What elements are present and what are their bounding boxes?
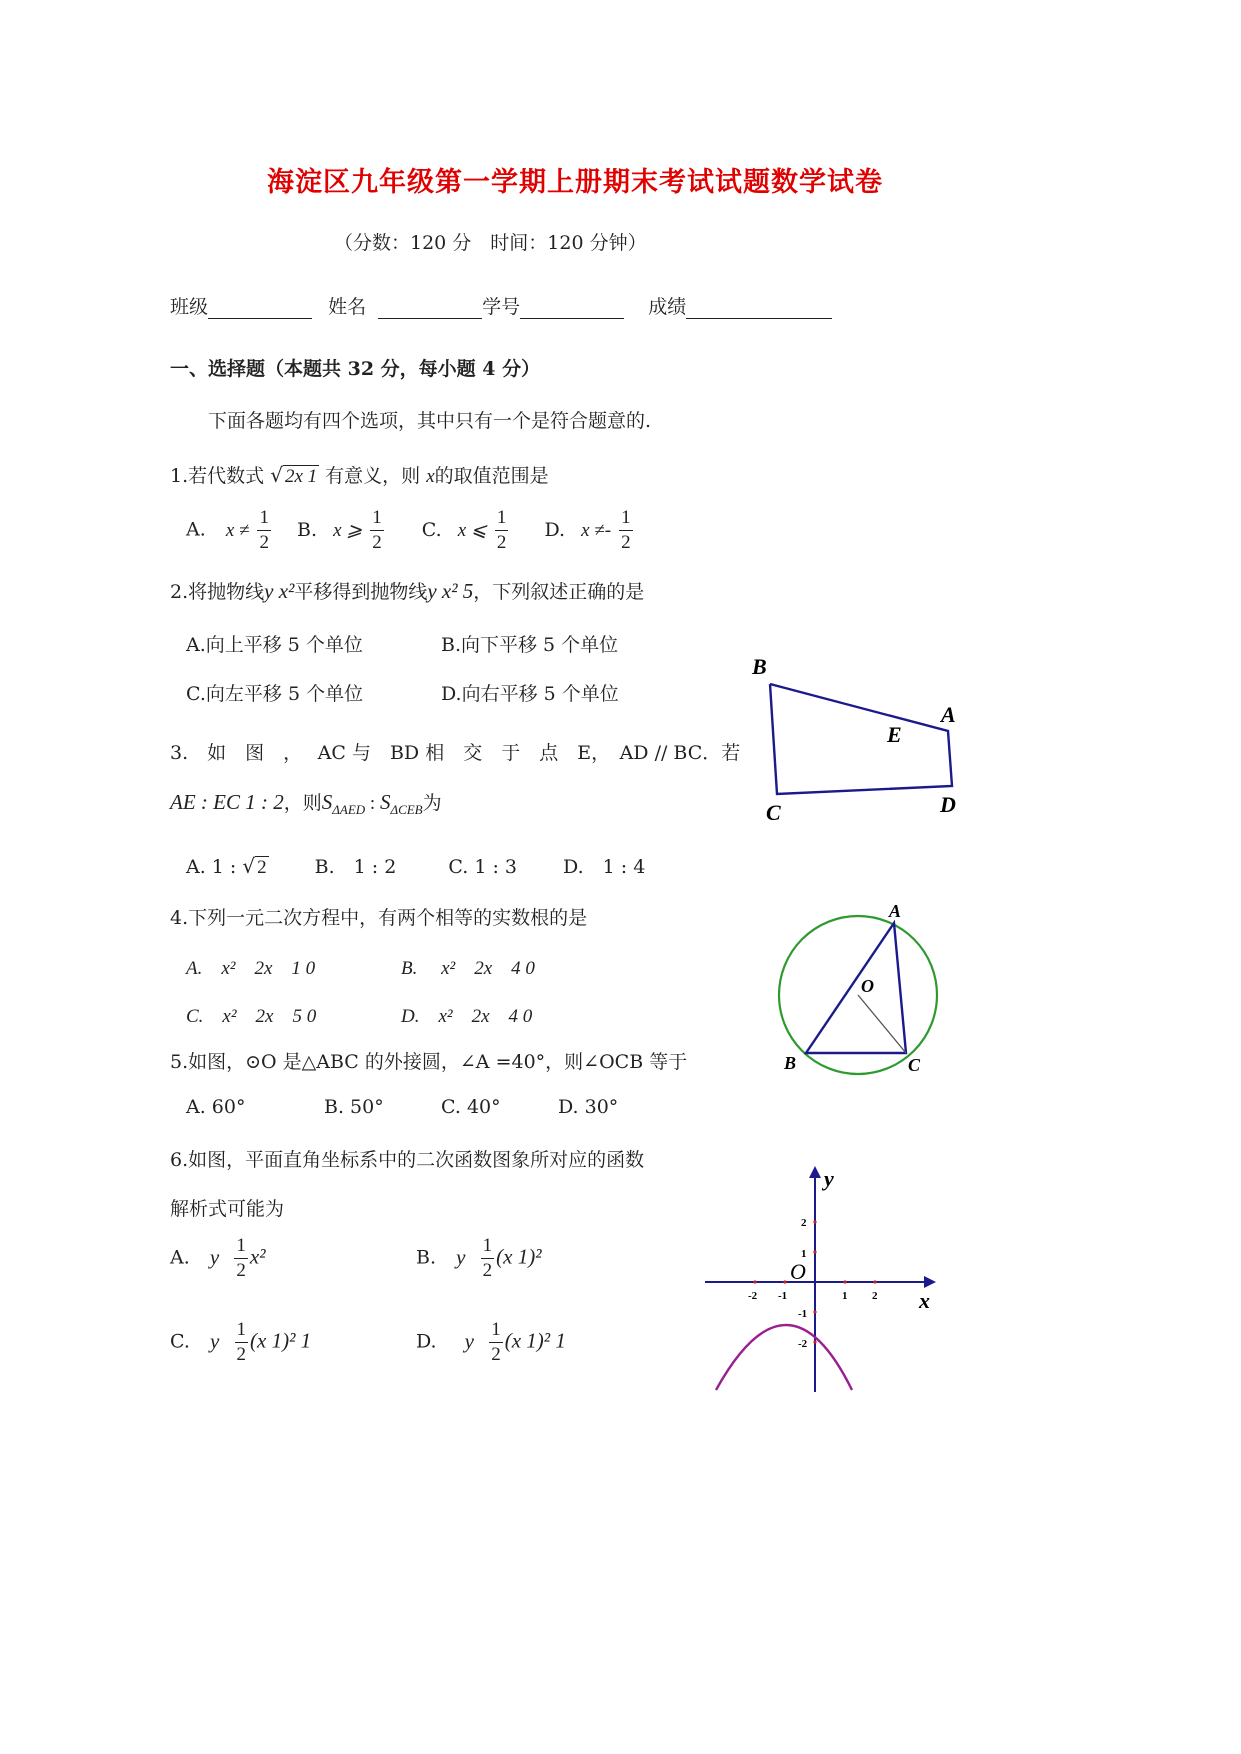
q6-option-d: [416, 1318, 566, 1367]
q6-opt-b-post: (x 1)²: [496, 1244, 542, 1269]
q2-option-c: C.向左平移 5 个单位: [186, 683, 364, 705]
q6-opt-d-label: D.: [416, 1330, 437, 1353]
q6-fraction: $\frac{1}{2}$: [491, 1319, 501, 1365]
id-label: 学号: [482, 296, 521, 318]
q4-option-c: C. x² 2x 5 0: [186, 1006, 317, 1027]
q1-opt-d-label: D.: [544, 518, 566, 541]
q3-opt-a-rad: 2: [257, 857, 267, 878]
q5-option-a: A. 60°: [186, 1096, 246, 1118]
question-1-stem: [170, 461, 549, 488]
q1-fraction: $\frac{1}{2}$: [496, 507, 507, 553]
triangle-abc: [806, 923, 906, 1053]
q3-tail: 为: [422, 792, 442, 814]
graph-label-origin: O: [790, 1259, 806, 1284]
question-5-stem: 5.如图，⊙O 是△ABC 的外接圆，∠A =40°，则∠OCB 等于: [170, 1051, 688, 1073]
q1-var: x: [426, 466, 435, 487]
q1-stem-b: 有意义，则: [325, 465, 421, 487]
graph-label-x: x: [919, 1288, 930, 1313]
q1-stem-a: 1.若代数式: [170, 465, 265, 487]
question-3-options: [186, 852, 645, 879]
question-4-stem: 4.下列一元二次方程中，有两个相等的实数根的是: [170, 907, 588, 929]
q3-ratio: AE : EC 1 : 2: [170, 790, 284, 814]
score-label: 成绩: [648, 296, 687, 318]
q1-fraction: $\frac{1}{2}$: [621, 507, 631, 553]
graph-tick-xn2: -2: [748, 1290, 758, 1302]
graph-tick-x1: 1: [842, 1290, 848, 1302]
q3-opt-b: B. 1 : 2: [314, 856, 397, 878]
q3-colon: :: [365, 793, 380, 814]
q5-label-a: A: [889, 901, 902, 921]
graph-tick-x2: 2: [872, 1290, 878, 1302]
y-arrow-icon: [809, 1166, 821, 1178]
q6-opt-c-label: C.: [170, 1330, 190, 1353]
q6-opt-d-pre: y: [464, 1328, 480, 1353]
graph-tick-xn1: -1: [778, 1290, 788, 1302]
q6-fraction: $\frac{1}{2}$: [482, 1235, 493, 1281]
q1-opt-a-label: A.: [186, 518, 206, 541]
q2-option-d: D.向右平移 5 个单位: [441, 683, 619, 705]
q3-figure-lines: [770, 684, 952, 794]
q2-option-a: A.向上平移 5 个单位: [186, 634, 363, 656]
parabola-curve: [716, 1325, 852, 1390]
q4-option-d: D. x² 2x 4 0: [401, 1006, 533, 1027]
exam-info: （分数：120 分 时间：120 分钟）: [334, 232, 647, 254]
q3-label-d: D: [940, 792, 956, 817]
q2-stem: 2.将抛物线: [170, 581, 265, 603]
q1-opt-d: x ≠-: [581, 519, 612, 541]
graph-tick-yn2: -2: [798, 1338, 808, 1350]
name-blank[interactable]: [378, 298, 482, 319]
q1-opt-c: x ⩽: [457, 519, 487, 541]
q6-opt-b-label: B.: [416, 1246, 437, 1269]
x-arrow-icon: [924, 1276, 936, 1288]
q1-fraction: $\frac{1}{2}$: [259, 507, 269, 553]
question-6-stem: 6.如图，平面直角坐标系中的二次函数图象所对应的函数: [170, 1149, 645, 1171]
q3-label-c: C: [766, 800, 781, 825]
q6-opt-c-post: (x 1)² 1: [250, 1328, 312, 1353]
q6-opt-d-post: (x 1)² 1: [504, 1328, 566, 1353]
q2-eq2: y x² 5: [427, 579, 474, 603]
q4-option-a: A. x² 2x 1 0: [186, 958, 316, 979]
question-1-options: [186, 506, 635, 555]
question-2-stem: [170, 577, 644, 604]
q6-option-c: [170, 1318, 311, 1367]
q1-fraction: $\frac{1}{2}$: [372, 507, 382, 553]
section-instruction: 下面各题均有四个选项，其中只有一个是符合题意的.: [208, 410, 652, 432]
q3-then: ，则: [283, 792, 322, 814]
q5-option-b: B. 50°: [324, 1096, 384, 1118]
q3-opt-a: A. 1 :: [186, 856, 243, 878]
q1-opt-b: x ⩾: [333, 519, 363, 541]
q3-label-e: E: [887, 722, 902, 747]
q3-s2: S: [379, 790, 391, 814]
graph-tick-y2: 2: [801, 1217, 807, 1229]
sqrt-icon: √: [242, 854, 256, 878]
student-info-row: [170, 292, 832, 319]
q6-option-b: [416, 1234, 542, 1283]
name-label: 姓名: [328, 296, 367, 318]
class-label: 班级: [170, 296, 209, 318]
question-3-stem-2: [170, 788, 442, 818]
q3-s1-sub: ΔAED: [332, 801, 366, 817]
section-heading: 一、选择题（本题共 32 分，每小题 4 分）: [170, 358, 541, 380]
q1-radicand: 2x 1: [284, 466, 318, 487]
q5-label-b: B: [784, 1053, 797, 1073]
q5-option-d: D. 30°: [558, 1096, 619, 1118]
segment-oc: [858, 995, 906, 1053]
q1-opt-c-label: C.: [421, 518, 442, 541]
page-title: 海淀区九年级第一学期上册期末考试试题数学试卷: [267, 167, 883, 198]
q5-label-c: C: [908, 1055, 921, 1075]
q6-fraction: $\frac{1}{2}$: [236, 1235, 246, 1281]
q5-option-c: C. 40°: [441, 1096, 501, 1118]
graph-label-y: y: [824, 1166, 834, 1191]
sqrt-icon: √: [270, 463, 283, 487]
question-3-stem: 3. 如 图 ， AC 与 BD 相 交 于 点 E， AD // BC．若: [170, 742, 741, 764]
q1-opt-b-label: B.: [297, 518, 318, 541]
q1-stem-c: 的取值范围是: [434, 465, 549, 487]
q6-opt-a-post: x²: [249, 1244, 266, 1269]
q2-option-b: B.向下平移 5 个单位: [441, 634, 619, 656]
class-blank[interactable]: [208, 298, 312, 319]
q6-opt-a-pre: y: [209, 1244, 225, 1269]
q6-fraction: $\frac{1}{2}$: [236, 1319, 247, 1365]
q2-eq1: y x²: [264, 579, 295, 603]
q3-label-a: A: [941, 702, 956, 727]
question-6-stem-2: 解析式可能为: [170, 1198, 285, 1220]
q5-circle-figure: [770, 895, 950, 1085]
q3-s2-sub: ΔCEB: [390, 801, 423, 817]
q5-label-o: O: [861, 976, 874, 996]
q6-opt-a-label: A.: [170, 1246, 190, 1269]
q3-label-b: B: [752, 654, 767, 679]
q6-parabola-graph: [700, 1160, 950, 1400]
q3-triangle-figure: [730, 640, 990, 840]
q3-s1: S: [321, 790, 333, 814]
q2-tail: ，下列叙述正确的是: [473, 581, 645, 603]
q4-option-b: B. x² 2x 4 0: [401, 958, 535, 979]
q6-option-a: [170, 1234, 266, 1283]
q2-mid: 平移得到抛物线: [294, 581, 428, 603]
q3-opt-d: D. 1 : 4: [563, 856, 646, 878]
graph-tick-yn1: -1: [798, 1308, 808, 1320]
q6-opt-c-pre: y: [209, 1328, 225, 1353]
id-blank[interactable]: [520, 298, 624, 319]
q3-opt-c: C. 1 : 3: [448, 856, 517, 878]
score-blank[interactable]: [686, 298, 832, 319]
graph-tick-y1: 1: [801, 1248, 807, 1260]
q1-opt-a: x ≠: [225, 519, 250, 541]
q6-opt-b-pre: y: [456, 1244, 471, 1269]
